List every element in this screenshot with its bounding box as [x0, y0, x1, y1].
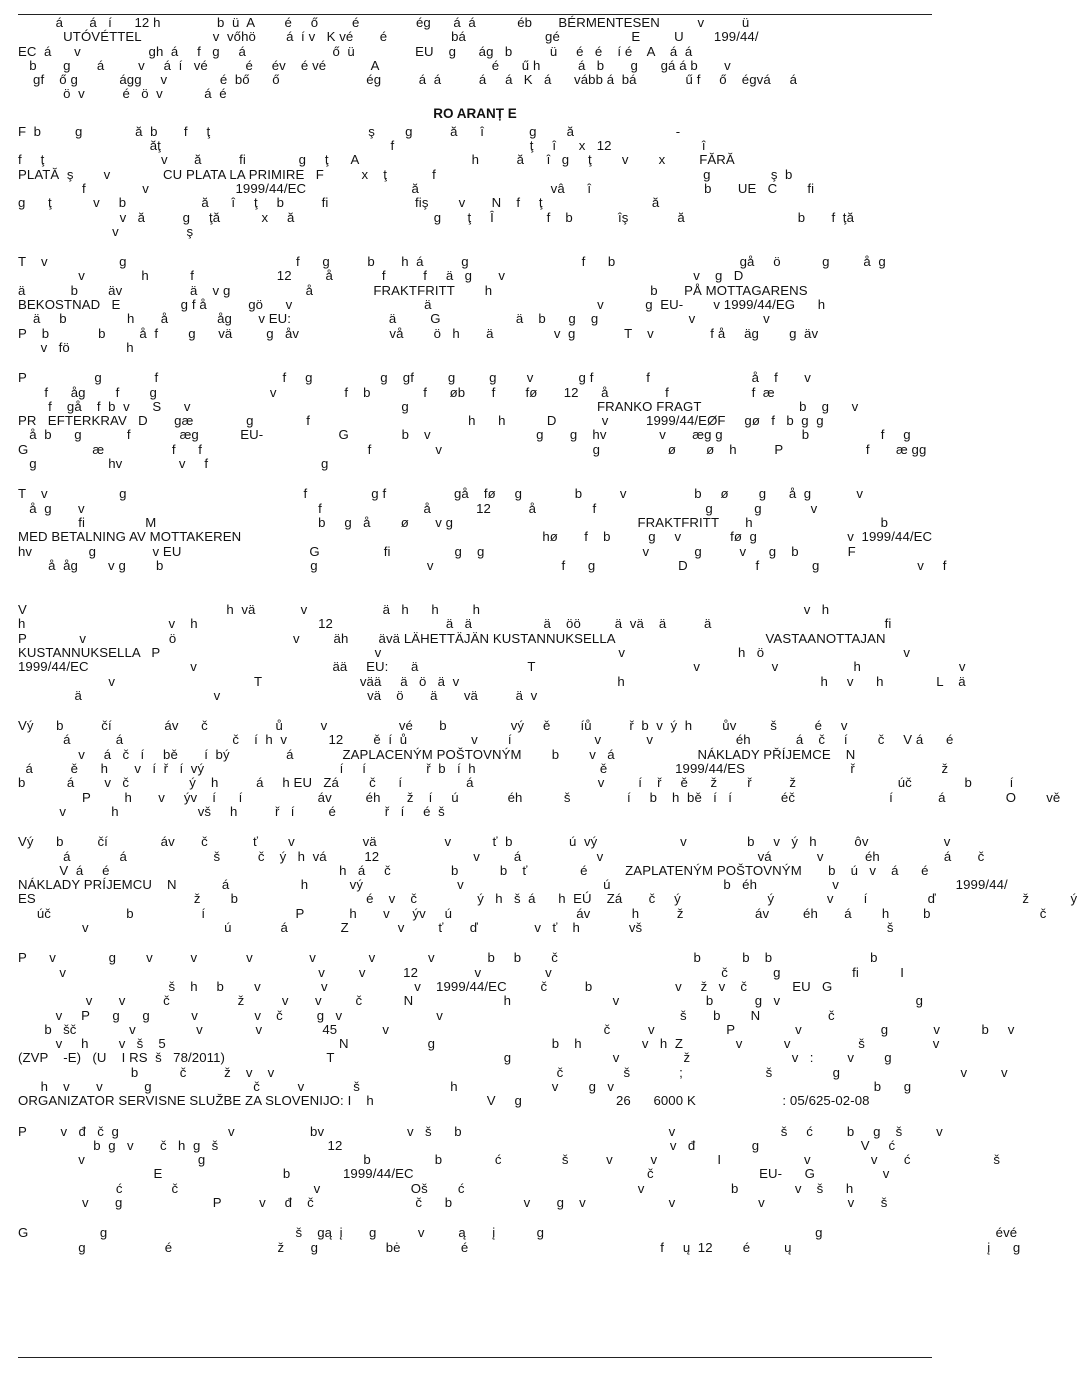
paragraph-line: v h vš h ř í é ř í é š	[18, 803, 445, 819]
paragraph-line: G g š gą į g v ą į g g évé	[18, 1225, 1018, 1241]
paragraph-line: ö v é ö v á é	[18, 86, 227, 102]
warranty-paragraph	[18, 486, 947, 573]
paragraph-line: hv g v EU G fi g g v g v g b F	[18, 543, 856, 559]
paragraph-line: P g f f g g gf g g v g f f å f v	[18, 370, 811, 386]
paragraph-line: v v v 12 v v č g fi I	[18, 964, 905, 980]
paragraph-line: KUSTANNUKSELLA P v v h ö v	[18, 644, 911, 660]
paragraph-line: v T vää ä ö ä v h h v h L ä	[18, 673, 966, 689]
paragraph-line: á ě h v í ř í vý í í ř b í h ě 1999/44/ES ř ž	[18, 761, 949, 777]
warranty-paragraph	[18, 371, 932, 471]
paragraph-line: 1999/44/EC v ää EU: ä T v v h v	[18, 659, 966, 675]
warranty-paragraph	[18, 1123, 1001, 1211]
paragraph-line: ä b h å åg v EU: ä G ä b g g v v	[18, 311, 770, 327]
paragraph-line: á á š č ý h vá 12 v á v vá v éh á č	[18, 848, 985, 864]
warranty-paragraph	[18, 125, 932, 239]
paragraph-line: E b 1999/44/EC č EU- G v	[18, 1166, 890, 1182]
section-heading: RO ARANȚ E	[433, 105, 517, 121]
paragraph-line: ć č v Oš ć v b v š h	[18, 1180, 854, 1196]
paragraph-line: V h vä v ä h h h v h	[18, 602, 830, 618]
warranty-paragraph	[18, 602, 966, 703]
paragraph-line: fi M b g å ø v g FRAKTFRITT h b	[18, 514, 889, 530]
paragraph-line: Vý b čí áv č ů v vé b vý ě íů ř b v ý h ův š é v	[18, 718, 848, 734]
warranty-paragraph	[18, 255, 932, 355]
paragraph-line: v g b b ć š v v I v v ć š	[18, 1152, 1001, 1168]
paragraph-line: P h v ýv í í áv éh ž í ú éh š í b h bě í í éč í á O vě	[18, 789, 1061, 805]
paragraph-line: ORGANIZATOR SERVISNE SLUŽBE ZA SLOVENIJO: I h V g 26 6000 K : 05/625-02-08	[18, 1093, 870, 1109]
paragraph-line: b č ž v v č š ; š g v v	[18, 1064, 1008, 1080]
paragraph-line: BEKOSTNAD E g f å gö v ä v g EU- v 1999/44/EG h	[18, 297, 826, 313]
warranty-paragraph	[18, 950, 1015, 1109]
warranty-paragraph	[18, 16, 932, 102]
paragraph-line: Vý b čí áv č ť v vä v ť b ú vý v b v ý h ôv v	[18, 834, 951, 850]
paragraph-line: ăţ f ţ î x 12 î	[18, 138, 706, 154]
warranty-paragraph	[18, 1225, 1021, 1255]
paragraph-line: v h f 12 å f f ä g v v g D	[18, 268, 744, 284]
paragraph-line: h v v g č v š h v g v b g	[18, 1079, 912, 1094]
paragraph-line: g hv v f g	[18, 456, 329, 472]
paragraph-line: h v h 12 ä ä ä öö ä vä ä ä fi	[18, 616, 892, 632]
paragraph-line: v ú á Z v ť ď v ť h vš š	[18, 920, 894, 936]
paragraph-line: å åg v g b g v f g D f g v f	[18, 557, 947, 573]
paragraph-line: b g á v á í vé é év é vé A é ű h á b g gá á b v	[18, 57, 731, 73]
paragraph-line: P v ö v äh ävä LÄHETTÄJÄN KUSTANNUKSELLA VASTAANOTTAJAN	[18, 630, 886, 646]
paragraph-line: v fö h	[18, 339, 134, 355]
paragraph-line: v g P v đ č č b v g v v v v š	[18, 1195, 888, 1211]
warranty-paragraph	[18, 834, 1077, 936]
paragraph-line: f åg f g v f b f øb f fø 12 å f f æ	[18, 384, 775, 400]
paragraph-line: P b b å f g vä g åv vå ö h ä v g T v f å äg g äv	[18, 325, 819, 341]
paragraph-line: g ţ v b ă î ţ b fi fiş v N f ţ ă	[18, 195, 660, 211]
paragraph-line: F b g ă b f ţ ş g ă î g ă -	[18, 123, 681, 139]
paragraph-line: G æ f f f v g ø ø h P f æ gg	[18, 441, 927, 457]
paragraph-line: UTÓVÉTTEL v vőhö á í v K vé é bá gé E U 199/44/	[18, 29, 759, 45]
paragraph-line: b g v č h g š 12 v đ g V ć	[18, 1137, 896, 1153]
paragraph-line: EC á v gh á f g á ő ü EU g ág b ü é é í é A á á	[18, 43, 693, 59]
paragraph-line: b šč v v v 45 v č v P v g v b v	[18, 1021, 1015, 1037]
paragraph-line: v ş	[18, 223, 194, 239]
paragraph-line: NÁKLADY PRÍJEMCU N á h vý v ú b éh v 1999/44/	[18, 877, 1008, 893]
paragraph-line: T v g f g b h á g f b gå ö g å g	[18, 254, 886, 270]
paragraph-line: f ţ v ă fi g ţ A h ă î g ţ v x FĂRĂ	[18, 152, 735, 168]
paragraph-line: f v 1999/44/EC ă vâ î b UE C fi	[18, 180, 815, 196]
paragraph-line: v h v š 5 N g b h v h Z v v š v	[18, 1036, 940, 1052]
paragraph-line: š h b v v v 1999/44/EC č b v ž v č EU G	[18, 978, 833, 994]
paragraph-line: P v đ č g v bv v š b v š ć b g š v	[18, 1123, 943, 1139]
paragraph-line: g é ž g bė é f ų 12 é ų į g	[18, 1239, 1021, 1255]
paragraph-line: f gå f b v S v g FRANKO FRAGT b g v	[18, 398, 859, 414]
paragraph-line: V á é h á č b b ť é ZAPLATENÝM POŠTOVNÝM b ú v á é	[18, 862, 929, 878]
paragraph-line: ä v vä ö ä vä ä v	[18, 687, 538, 703]
bottom-rule	[18, 1357, 932, 1358]
paragraph-line: P v g v v v v v v b b č b b b b	[18, 950, 878, 966]
paragraph-line: å g v f å 12 å f g g v	[18, 500, 818, 516]
paragraph-line: å b g f æg EU- G b v g g hv v æg g b f g	[18, 427, 911, 443]
paragraph-line: v ă g ţă x ă g ţ Î f b îş ă b f ţă	[18, 209, 855, 225]
paragraph-line: ES ž b é v č ý h š á h EÚ Zá č ý ý v í ď ž ý	[18, 891, 1077, 907]
paragraph-line: ä b äv ä v g å FRAKTFRITT h b PÅ MOTTAGARENS	[18, 282, 808, 298]
paragraph-line: v P g g v v č g v v š b N č	[18, 1007, 835, 1023]
warranty-document	[18, 15, 1077, 1255]
paragraph-line: PR EFTERKRAV D gæ g f h h D v 1999/44/EØF gø f b g g	[18, 413, 824, 429]
paragraph-line: á á í 12 h b ü A é ő é ég á á éb BÉRMENTESEN v ü	[18, 15, 750, 30]
paragraph-line: v á č í bě í bý á ZAPLACENÝM POŠTOVNÝM b v á NÁKLADY PŘÍJEMCE N	[18, 746, 856, 762]
paragraph-line: PLATĂ ş v CU PLATA LA PRIMIRE F x ţ f g ş b	[18, 166, 793, 182]
warranty-paragraph	[18, 718, 1061, 819]
paragraph-line: T v g f g f gå fø g b v b ø g å g v	[18, 486, 864, 502]
paragraph-line: úč b í P h v ýv ú áv h ž áv éh á h b č	[18, 905, 1047, 921]
paragraph-line: b á v č ý h á h EU Zá č í á v í ř ě ž ř ž úč b í	[18, 775, 1014, 791]
paragraph-line: á á č í h v 12 ě í ů v í v v éh á č í č V á é	[18, 732, 954, 748]
paragraph-line: (ZVP -E) (U I RS š 78/2011) T g v ž v : v g	[18, 1050, 892, 1066]
paragraph-line: v v č ž v v č N h v b g v g	[18, 993, 924, 1009]
paragraph-line: gf ő g ágg v é bő ő ég á á á á K á vább á bá ű f ő égvá á	[18, 72, 798, 88]
paragraph-line: MED BETALNING AV MOTTAKEREN hø f b g v fø g v 1999/44/EC	[18, 529, 933, 545]
